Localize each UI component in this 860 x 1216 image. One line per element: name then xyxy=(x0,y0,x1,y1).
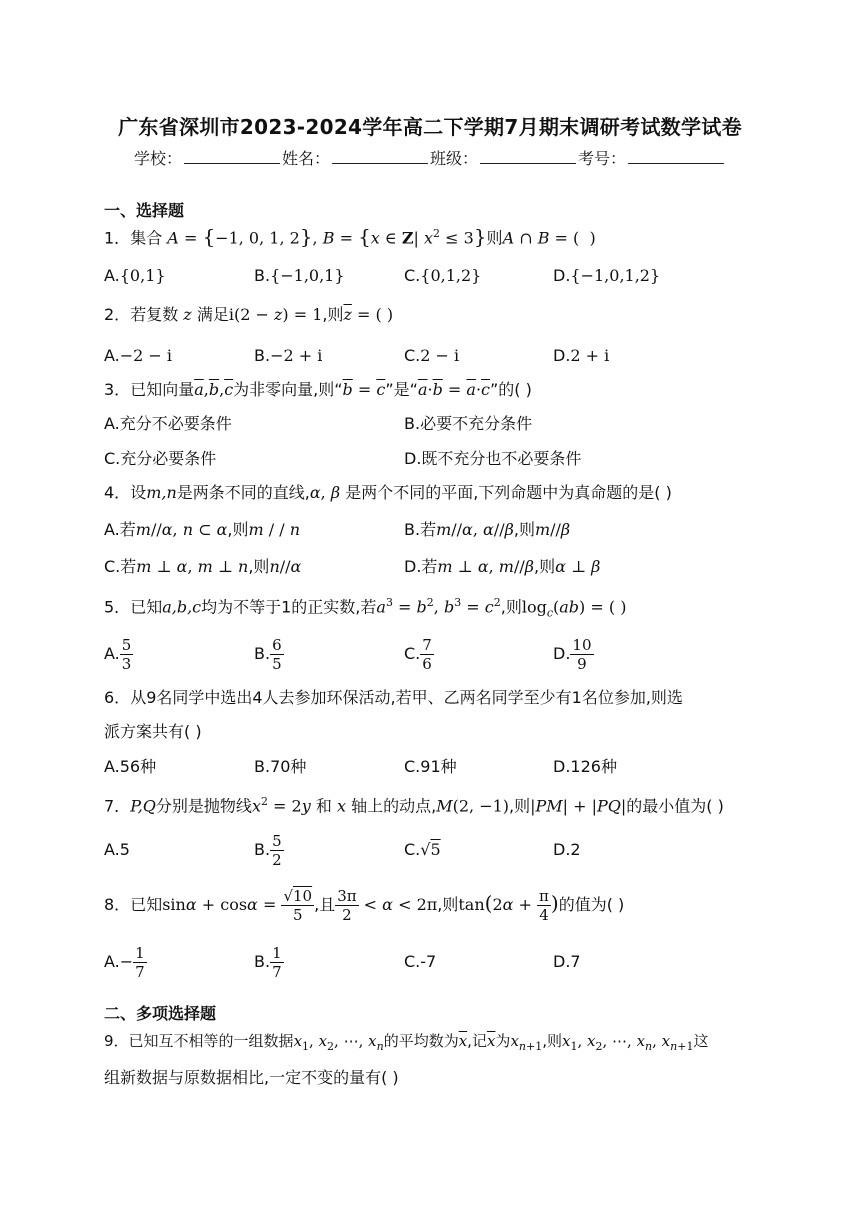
q5-option-b: B. $\frac{6}{5}$ xyxy=(254,636,282,673)
info-label-school: 学校： xyxy=(133,149,182,168)
q7-option-d: D.2 xyxy=(553,840,581,859)
q8-option-c: C.-7 xyxy=(404,952,437,971)
info-label-number: 考号： xyxy=(578,149,627,168)
question-6: 6．从9名同学中选出4人去参加环保活动,若甲、乙两名同学至少有1名位参加,则选 xyxy=(104,688,683,707)
q8-option-d: D.7 xyxy=(553,952,581,971)
question-6-continued: 派方案共有( ) xyxy=(104,722,202,741)
question-4: 4．设m,n是两条不同的直线,α, β 是两个不同的平面,下列命题中为真命题的是( ) xyxy=(104,483,672,502)
q3-option-c: C.充分必要条件 xyxy=(104,449,217,468)
q7-option-c: C.√5 xyxy=(404,840,441,859)
q6-option-d: D.126种 xyxy=(553,757,617,776)
q1-option-c: C.{0,1,2} xyxy=(404,266,482,285)
q5-option-c: C. $\frac{7}{6}$ xyxy=(404,636,432,673)
q6-option-c: C.91种 xyxy=(404,757,457,776)
question-1: 1．集合 A = {−1, 0, 1, 2}, B = {x ∈ Z| $x^2 \le 3$}则A ∩ B = ( ) xyxy=(104,224,596,249)
blank-line xyxy=(184,149,280,164)
question-9-continued: 组新数据与原数据相比,一定不变的量有( ) xyxy=(104,1068,399,1087)
q1-option-a: A.{0,1} xyxy=(104,266,166,285)
blank-line xyxy=(480,149,576,164)
q2-option-c: C.2 − i xyxy=(404,346,460,365)
student-info-line xyxy=(0,146,860,169)
section-heading-1: 一、选择题 xyxy=(104,201,185,220)
blank-line xyxy=(628,149,724,164)
q1-option-b: B.{−1,0,1} xyxy=(254,266,345,285)
section-heading-2: 二、多项选择题 xyxy=(104,1004,217,1023)
question-5: 5．已知a,b,c均为不等于1的正实数,若$a^3 = b^2$, $b^3 = c^2$,则$\log_c(ab)$ = ( ) xyxy=(104,596,627,620)
q4-option-b: B.若m//α, α//β,则m//β xyxy=(404,520,571,539)
q2-option-d: D.2 + i xyxy=(553,346,610,365)
q4-option-c: C.若m ⊥ α, m ⊥ n,则n//α xyxy=(104,557,302,576)
q8-option-a: A.− $\frac{1}{7}$ xyxy=(104,944,145,981)
q7-option-b: B. $\frac{5}{2}$ xyxy=(254,832,282,869)
q8-option-b: B. $\frac{1}{7}$ xyxy=(254,944,282,981)
info-label-name: 姓名： xyxy=(281,149,330,168)
info-label-class: 班级： xyxy=(430,149,479,168)
q4-option-d: D.若m ⊥ α, m//β,则α ⊥ β xyxy=(404,557,601,576)
question-3: 3．已知向量$\overline{a},\overline{b},\overline{c}$为非零向量,则“$\overline{b} = \overline{c}$”是“$\overline{a}\cdot\overline{b} = \overline{a}\cdot\overline{c}$”的( ) xyxy=(104,380,532,399)
question-9: 9．已知互不相等的一组数据$x_1$, $x_2$, ⋯, $x_n$的平均数为$\overline{x}$,记$\overline{x}$为$x_{n+1}$,则$x_1$, $x_2$, ⋯, $x_n$, $x_{n+1}$这 xyxy=(104,1032,709,1053)
q3-option-d: D.既不充分也不必要条件 xyxy=(404,449,582,468)
q4-option-a: A.若m//α, n ⊂ α,则m / / n xyxy=(104,520,301,539)
q2-option-a: A.−2 − i xyxy=(104,346,173,365)
question-2: 2．若复数 z 满足i(2 − z) = 1,则$\overline{z}$ = ( ) xyxy=(104,305,394,324)
q6-option-a: A.56种 xyxy=(104,757,157,776)
q3-option-a: A.充分不必要条件 xyxy=(104,414,232,433)
q7-option-a: A.5 xyxy=(104,840,130,859)
q1-option-d: D.{−1,0,1,2} xyxy=(553,266,661,285)
blank-line xyxy=(332,149,428,164)
question-7: 7．P,Q分别是抛物线$x^2 = 2y$ 和 x 轴上的动点,M(2, −1),则|PM| + |PQ|的最小值为( ) xyxy=(104,795,724,816)
q5-option-d: D. $\frac{10}{9}$ xyxy=(553,636,592,673)
q2-option-b: B.−2 + i xyxy=(254,346,323,365)
q3-option-b: B.必要不充分条件 xyxy=(404,414,533,433)
q6-option-b: B.70种 xyxy=(254,757,307,776)
page-title: 广东省深圳市2023-2024学年高二下学期7月期末调研考试数学试卷 xyxy=(118,115,742,139)
question-8: 8．已知sinα + cosα = $\frac{√10}{5}$ ,且 $\frac{3\pi}{2}$ < α < 2π,则tan(2α + $\frac{\pi}{4}$ )的值为( ) xyxy=(104,887,625,924)
q5-option-a: A. $\frac{5}{3}$ xyxy=(104,636,132,673)
